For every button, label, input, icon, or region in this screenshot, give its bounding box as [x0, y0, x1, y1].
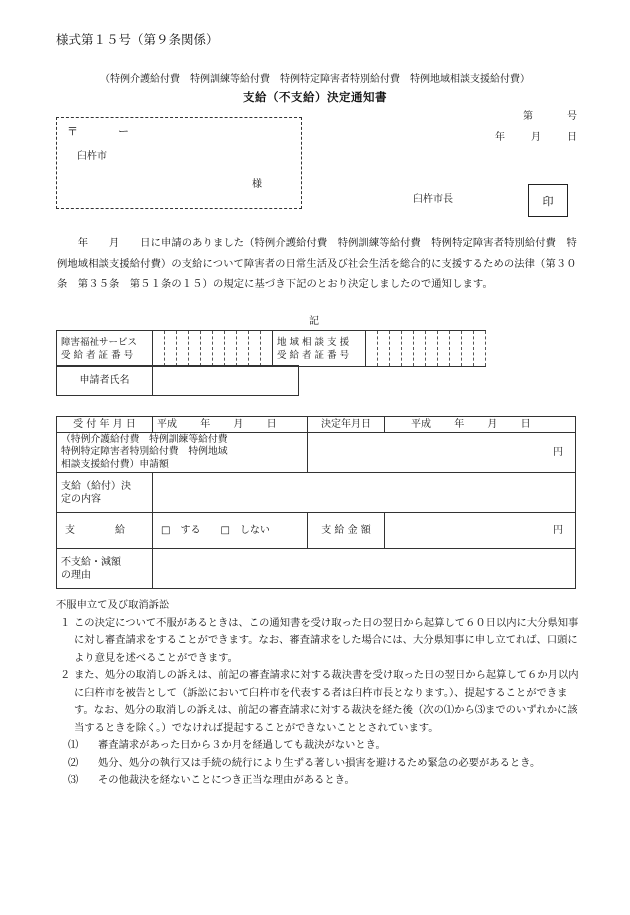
appeal-item-1-text: この決定について不服があるときは、この通知書を受け取った日の翌日から起算して６０日以内に大分県知事に対し審査請求をすることができます。なお、審査請求をした場合には、大分県知事に申し立てれば、口頭により意見を述べることができます。 [74, 616, 579, 664]
reason-label-line1: 不支給・減額 [61, 556, 121, 568]
decision-day: 日 [520, 419, 531, 430]
decision-content-field[interactable] [153, 473, 576, 513]
issuer-name: 臼杵市長 [413, 194, 453, 205]
applicant-name-label: 申請者氏名 [57, 366, 153, 396]
doc-number-dai: 第 [523, 111, 533, 122]
appeal-sub-3-text: その他裁決を経ないことにつき正当な理由があるとき。 [98, 774, 355, 786]
welfare-id-label-line1: 障害福祉サービス [61, 336, 138, 348]
seal-box [528, 184, 568, 217]
payment-amount-label: 支 給 金 額 [308, 513, 385, 549]
reason-field[interactable] [153, 549, 576, 589]
welfare-id-label [57, 331, 153, 367]
decision-year: 年 [454, 419, 465, 430]
doc-number-go: 号 [567, 111, 577, 122]
decision-content-label [57, 473, 153, 513]
payment-amount-field[interactable] [385, 513, 576, 549]
decision-date-field[interactable] [385, 417, 576, 433]
appeal-item-2-number: ２ [60, 669, 71, 681]
welfare-id-digit[interactable] [249, 331, 261, 367]
regional-id-label [273, 331, 366, 367]
receipt-date-field[interactable] [153, 417, 308, 433]
applicant-name-field[interactable] [153, 366, 299, 396]
regional-id-digit[interactable] [414, 331, 426, 367]
ki-heading: 記 [309, 316, 319, 327]
regional-id-digit[interactable] [474, 331, 486, 367]
welfare-id-digit[interactable] [189, 331, 201, 367]
regional-id-label-line1: 地 域 相 談 支 援 [277, 336, 350, 348]
application-amount-label-line3: 相談支援給付費）申請額 [61, 458, 169, 470]
receipt-year: 年 [200, 419, 211, 430]
decision-era: 平成 [411, 419, 431, 430]
decision-content-label-line2: 定の内容 [61, 493, 101, 505]
receipt-era: 平成 [157, 419, 177, 430]
regional-id-digit[interactable] [438, 331, 450, 367]
issue-date-year: 年 [495, 132, 505, 143]
decision-month: 月 [487, 419, 498, 430]
receipt-day: 日 [266, 419, 277, 430]
payment-amount-yen: 円 [553, 525, 563, 536]
applicant-table [56, 365, 299, 396]
appeal-sub-3 [56, 772, 586, 790]
application-amount-yen: 円 [553, 447, 563, 458]
id-table [56, 330, 486, 367]
welfare-id-digit[interactable] [201, 331, 213, 367]
appeal-sub-2-text: 処分、処分の執行又は手続の続行により生ずる著しい損害を避けるため緊急の必要があるとき。 [98, 756, 541, 769]
seal-label: 印 [542, 194, 554, 208]
welfare-id-digit[interactable] [225, 331, 237, 367]
application-amount-label [57, 433, 308, 473]
address-city: 臼杵市 [77, 151, 107, 162]
decision-content-label-line1: 支給（給付）決 [61, 480, 131, 492]
issue-date-month: 月 [531, 132, 541, 143]
appeal-sub-1-number: ⑴ [68, 739, 79, 751]
regional-id-digit[interactable] [390, 331, 402, 367]
welfare-id-digit[interactable] [153, 331, 165, 367]
decision-date-label: 決定年月日 [308, 417, 385, 433]
reason-label [57, 549, 153, 589]
welfare-id-digit[interactable] [237, 331, 249, 367]
appeal-sub-2-number: ⑵ [68, 756, 79, 769]
postal-mark: 〒 [67, 125, 78, 138]
appeal-sub-1-text: 審査請求があった日から３か月を経過しても裁決がないとき。 [98, 739, 386, 751]
decision-table [56, 416, 576, 589]
welfare-id-digit[interactable] [177, 331, 189, 367]
form-number: 様式第１５号（第９条関係） [56, 32, 219, 47]
payment-choice[interactable]: □ する □ しない [153, 513, 308, 549]
appeal-item-1 [56, 615, 586, 668]
notice-paragraph: 年 月 日に申請のありました（特例介護給付費 特例訓練等給付費 特例特定障害者特別給付費 特例地域相談支援給付費）の支給について障害者の日常生活及び社会生活を総合的に支援するための法律（第３０条 第３５条 第５１条の１５）の規定に基づき下記のとおり決定しましたので通知します。 [57, 237, 577, 290]
page-title: 支給（不支給）決定通知書 [243, 90, 387, 104]
welfare-id-digit[interactable] [261, 331, 273, 367]
receipt-date-label: 受 付 年 月 日 [57, 417, 153, 433]
appeal-section [56, 597, 586, 790]
regional-id-digit[interactable] [426, 331, 438, 367]
welfare-id-digit[interactable] [213, 331, 225, 367]
honorific-sama: 様 [252, 179, 262, 190]
appeal-sub-1 [56, 737, 586, 755]
application-amount-field[interactable] [308, 433, 576, 473]
benefit-categories: （特例介護給付費 特例訓練等給付費 特例特定障害者特別給付費 特例地域相談支援給付費） [100, 74, 530, 85]
welfare-id-digit[interactable] [165, 331, 177, 367]
issue-date-day: 日 [567, 132, 577, 143]
appeal-item-2-text: また、処分の取消しの訴えは、前記の審査請求に対する裁決書を受け取った日の翌日から起算して６か月以内に臼杵市を被告として（訴訟において臼杵市を代表する者は臼杵市長となります。）、提起することができます。なお、処分の取消しの訴えは、前記の審査請求に対する裁決を経た後（次の⑴から⑶までのいずれかに該当するときを除く。）でなければ提起することができないこととされています。 [74, 669, 579, 734]
regional-id-label-line2: 受 給 者 証 番 号 [277, 349, 350, 361]
appeal-item-1-number: １ [60, 616, 71, 629]
application-amount-label-line1: （特例介護給付費 特例訓練等給付費 [61, 433, 228, 445]
welfare-id-label-line2: 受 給 者 証 番 号 [61, 349, 134, 361]
receipt-month: 月 [233, 419, 244, 430]
appeal-item-2 [56, 667, 586, 737]
appeal-sub-2 [56, 755, 586, 773]
regional-id-digit[interactable] [450, 331, 462, 367]
regional-id-digit[interactable] [402, 331, 414, 367]
regional-id-digit[interactable] [366, 331, 378, 367]
postal-dash: ー [118, 125, 129, 138]
reason-label-line2: の理由 [61, 569, 91, 581]
regional-id-digit[interactable] [462, 331, 474, 367]
appeal-heading: 不服申立て及び取消訴訟 [56, 599, 170, 611]
regional-id-digit[interactable] [378, 331, 390, 367]
application-amount-label-line2: 特例特定障害者特別給付費 特例地域 [61, 446, 228, 458]
payment-label: 支 給 [57, 513, 153, 549]
appeal-sub-3-number: ⑶ [68, 774, 79, 786]
